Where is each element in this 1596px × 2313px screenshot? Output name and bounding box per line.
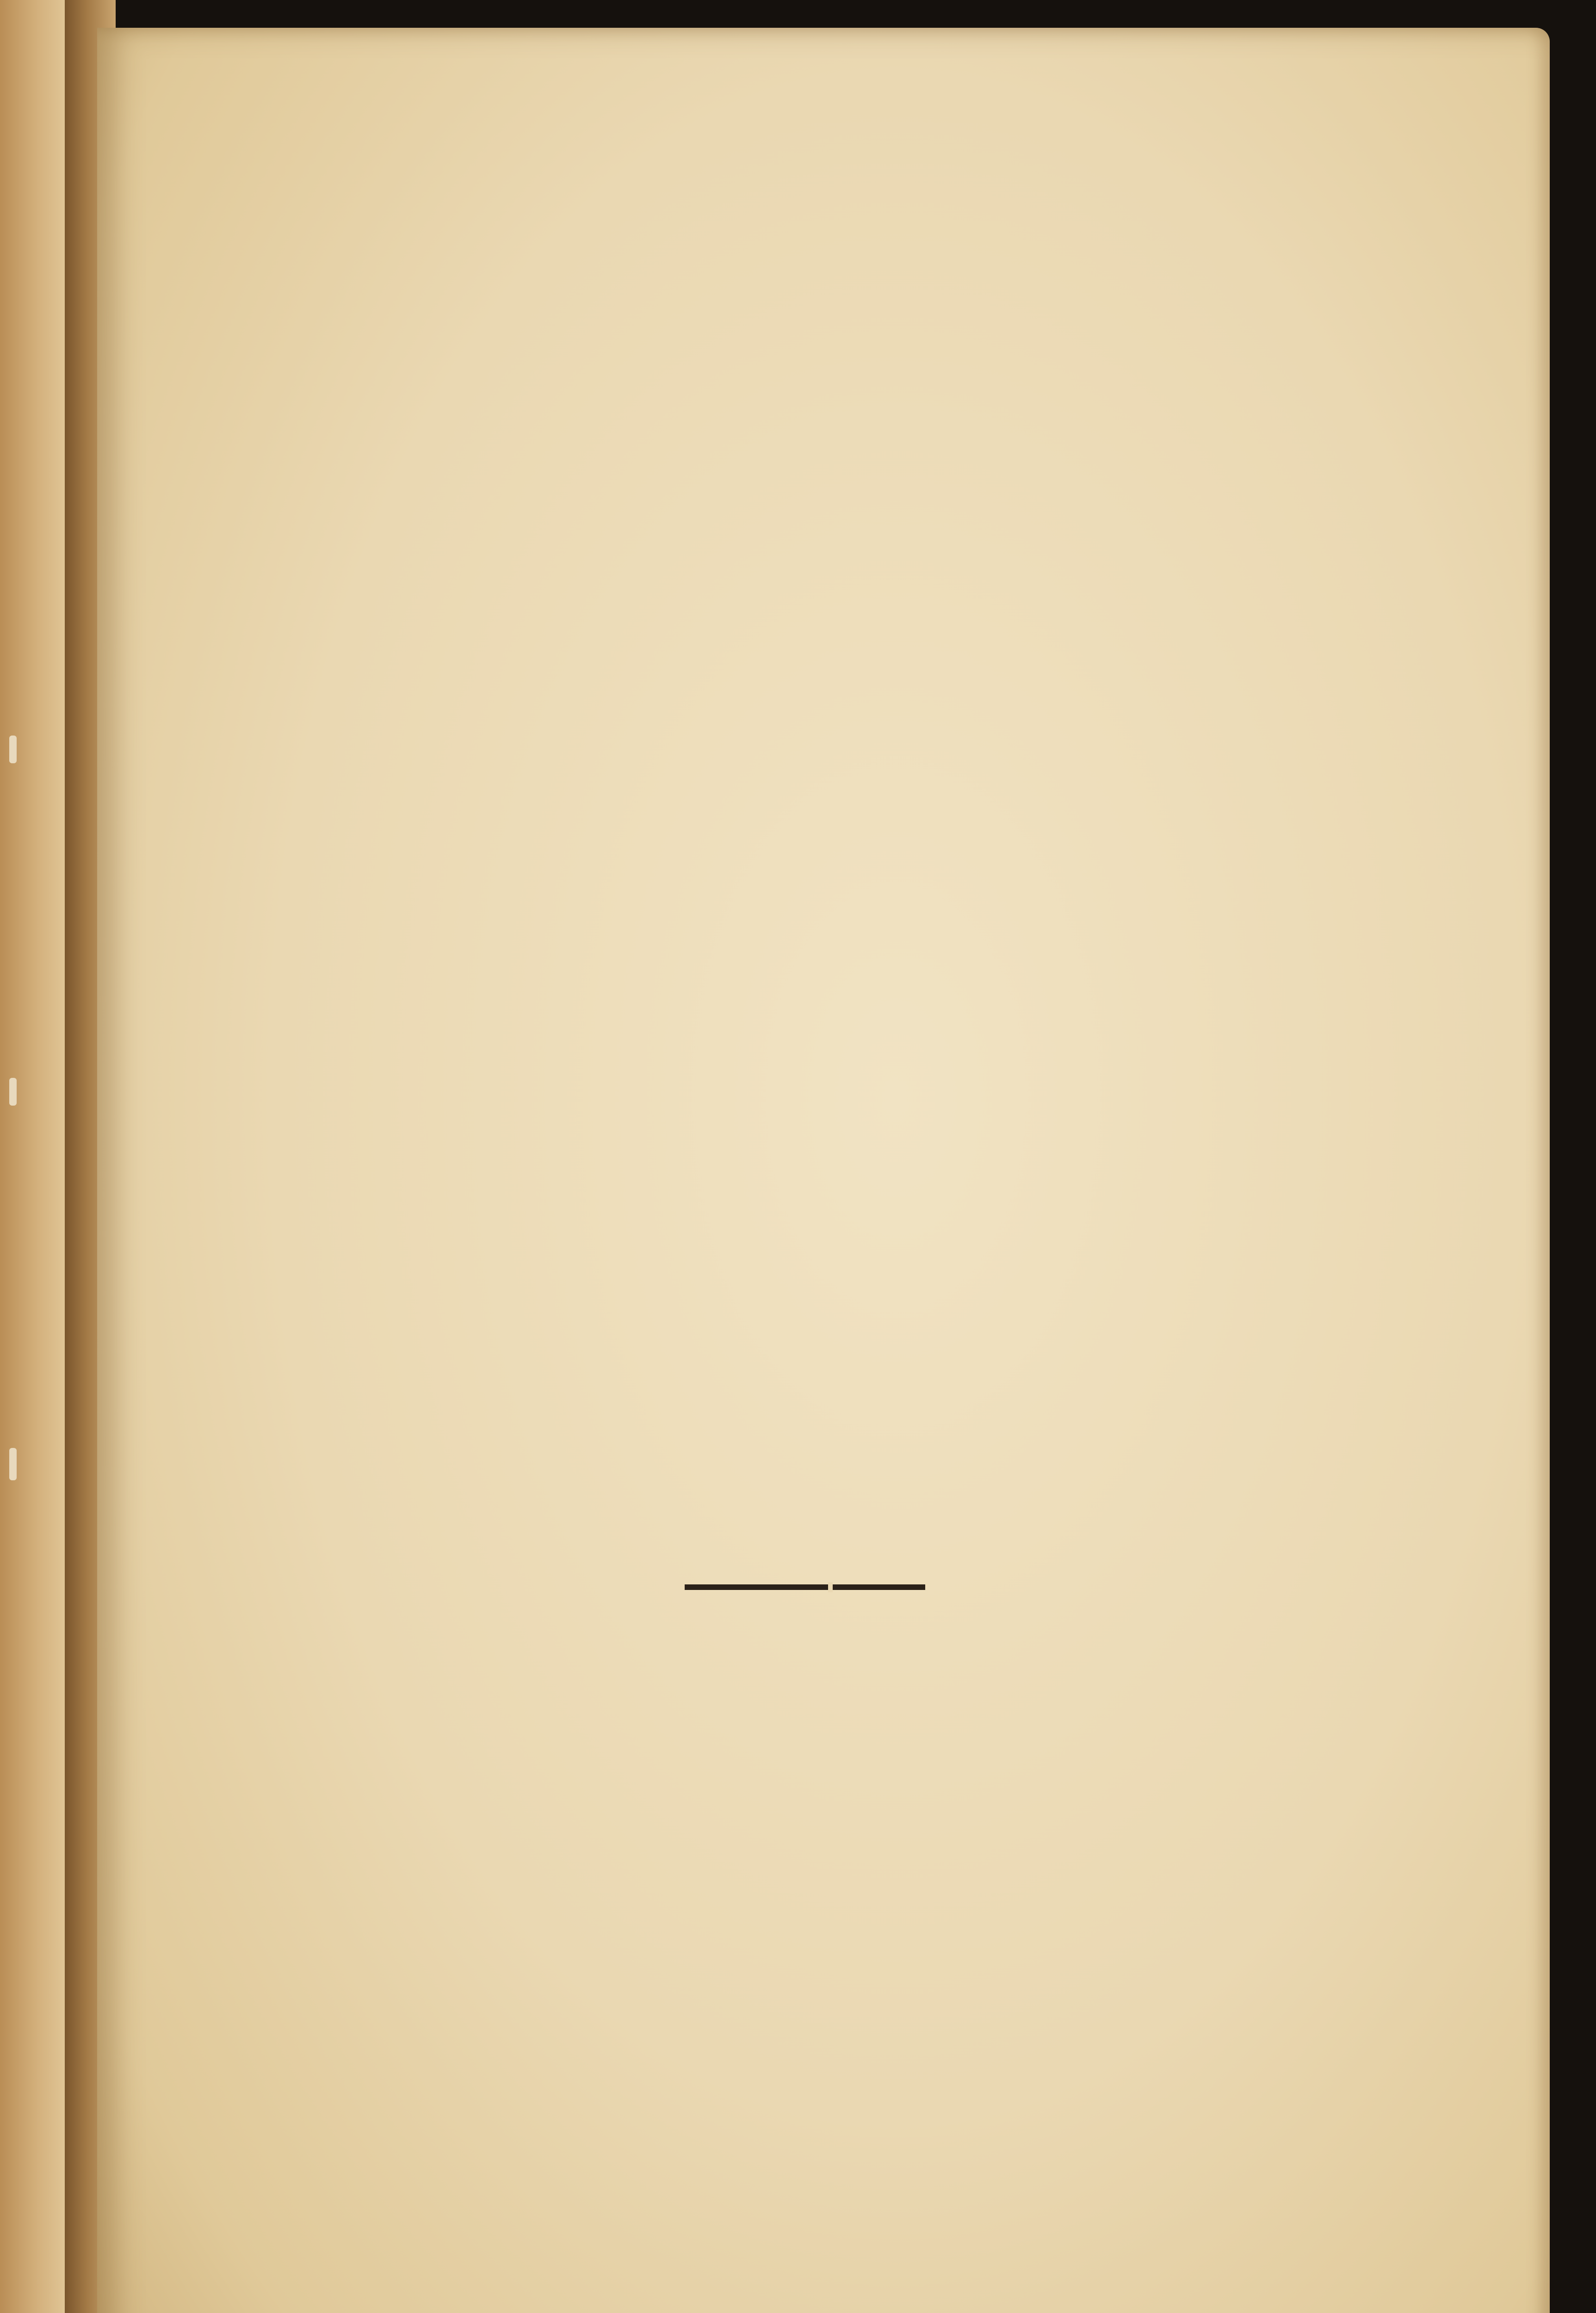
binding-stitch: [9, 1448, 17, 1480]
book-page: [97, 28, 1550, 2313]
body-text-bottom: [221, 1862, 1389, 1911]
section-rule: [685, 1584, 925, 1590]
chapter-first-line: [221, 1862, 1389, 1911]
binding-stitch: [9, 1078, 17, 1106]
binding-stitch: [9, 736, 17, 763]
section-rule-gap: [828, 1582, 833, 1592]
